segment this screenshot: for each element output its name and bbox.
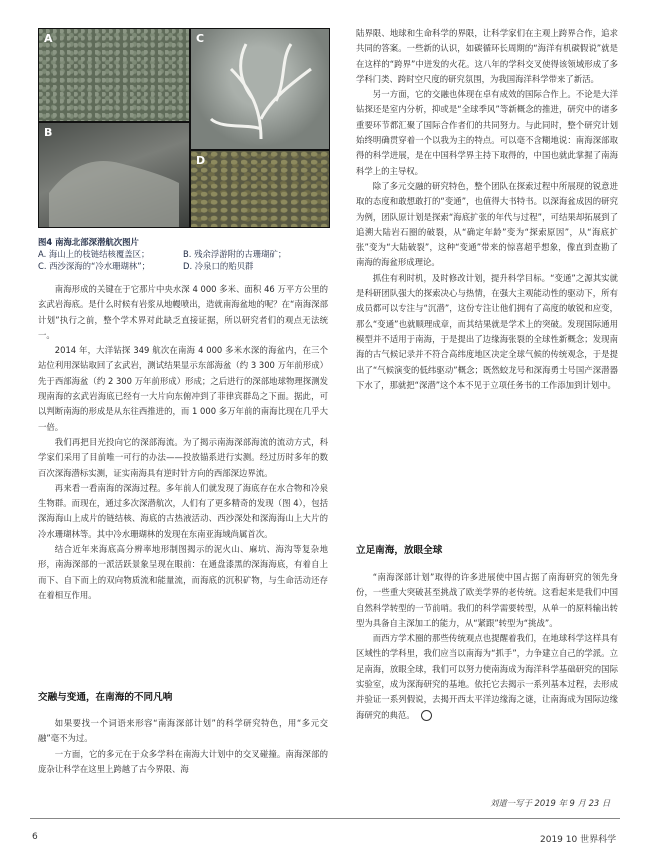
photo-panel-b bbox=[38, 122, 190, 228]
issue-info: 2019 10 世界科学 bbox=[540, 835, 617, 845]
end-of-article-icon bbox=[421, 710, 432, 721]
panel-label-b: B bbox=[44, 126, 53, 139]
body-paragraph: 另一方面，它的交融也体现在卓有成效的国际合作上。不论是大洋钻探还是室内分析，抑或是“全球季风”等新概念的推进，研究中的诸多重要环节都汇聚了国际合作者们的共同努力。与此同时，整个研究计划始终明确贯穿着一个以我为主的特点。可以毫不含糊地说：南海深部取得的科学进展，是在中国科学界主持下取得的，中国也就此掌握了南海科学上的主导权。 bbox=[356, 89, 618, 176]
body-paragraph: 陆界限、地球和生命科学的界限，让科学家们在主观上跨界合作，追求共同的答案。一些新的认识，如碳循环长周期的“海洋有机碳假说”就是在这样的“跨界”中迸发的火花。这八年的学科交叉使得该领域形成了多学科门类、跨时空尺度的研究氛围，为我国海洋科学带来了新活。 bbox=[356, 28, 618, 84]
cold-water-coral-shape bbox=[191, 29, 329, 149]
panel-label-a: A bbox=[44, 32, 53, 45]
left-column-body bbox=[38, 282, 328, 603]
figure-4 bbox=[38, 28, 328, 226]
body-paragraph: 结合近年来海底高分辨率地形制图揭示的泥火山、麻坑、海沟等复杂地形，南海深部的一派活跃景象呈现在眼前：在通盘漆黑的深海海底，有着自上而下、自下而上的双向物质流和能量流，而海底的沉积矿物，与生命活动还存在着相互作用。 bbox=[38, 544, 328, 600]
body-paragraph: “南海深部计划”取得的许多进展使中国占据了南海研究的领先身份，一些重大突破甚至挑战了欧美学界的老传统。这看起来是我们中国自然科学转型的一节前哨。我们的科学需要转型，从单一的原料输出转型为具备自主深加工的能力，从“紧跟”转型为“挑战”。 bbox=[356, 572, 618, 628]
right-column-body bbox=[356, 26, 618, 393]
body-paragraph: 一方面，它的多元在于众多学科在南海大计划中的交叉碰撞。南海深部的庞杂让科学在这里上跨越了古今界限、海 bbox=[38, 748, 328, 774]
body-paragraph: 再来看一看南海的深海过程。多年前人们就发现了海底存在水合物和冷泉生物群。而现在，通过多次深潜航次，人们有了更多精奇的发现（图 4），包括深海海山上成片的链结核、海底的古热液活动、西沙深处和深海海山上大片的冷水珊瑚林等。其中冷水珊瑚林的发现在东南亚海域尚属首次。 bbox=[38, 482, 328, 539]
caption-item-c: C. 西沙深海的“冷水珊瑚林”； bbox=[38, 261, 150, 271]
panel-label-d: D bbox=[196, 154, 206, 167]
panel-label-c: C bbox=[196, 32, 205, 45]
page-number: 6 bbox=[32, 832, 38, 842]
body-paragraph: 南海形成的关键在于它那片中央水深 4 000 多米、面积 46 万平方公里的玄武岩海底。是什么时候有岩浆从地幔喷出，造就南海盆地的呢？在“南海深部计划”执行之前，整个学术界对此缺乏直接证据，所以研究者们的观点无法统一。 bbox=[38, 284, 328, 340]
body-paragraph: 如果要找一个词语来形容“南海深部计划”的科学研究特色，用“多元交融”毫不为过。 bbox=[38, 718, 328, 744]
body-paragraph bbox=[356, 631, 618, 723]
caption-item-d: D. 冷泉口的贻贝群 bbox=[183, 261, 254, 271]
photo-panel-a bbox=[38, 28, 190, 122]
body-paragraph: 除了多元交融的研究特色，整个团队在探索过程中所展现的锐意进取的态度和敢想敢打的“变通”，也值得大书特书。以深海盆成因的研究为例，团队原计划是探索“海底扩张的年代与过程”，可结果却拓展到了追溯大陆岩石圈的破裂，从“确定年龄”变为“探索原因”，从“海底扩张”变为“大陆破裂”，这种“变通”带来的惊喜超乎想象，像直到查勘了南海的海盆形成理论。 bbox=[356, 180, 618, 268]
section-heading-1: 交融与变通，在南海的不同凡响 bbox=[38, 692, 173, 703]
photo-panel-d bbox=[190, 150, 330, 228]
caption-item-a: A. 海山上的枝链结核覆盖区； bbox=[38, 249, 150, 259]
author-signature: 刘道一写于 2019 年 9 月 23 日 bbox=[490, 798, 611, 808]
figure-caption-title: 图4 南海北部深潜航次图片 bbox=[38, 237, 139, 247]
body-paragraph: 我们再把目光投向它的深部海流。为了揭示南海深部海流的流动方式，科学家们采用了目前唯一可行的办法——投放锚系进行实测。经过历时多年的数百次深海潜标实测，证实南海具有逆时针方向的西部深边界流。 bbox=[38, 436, 328, 478]
coral-rock-shape bbox=[39, 123, 189, 227]
figure-caption bbox=[38, 236, 328, 272]
final-paragraph-text: 而西方学术圈的那些传统观点也提醒着我们，在地球科学这样具有区域性的学科里，我们应当以南海为“抓手”，力争建立自己的学派。立足南海，放眼全球，我们可以努力使南海成为海洋科学基础研究的国际实验室，成为深海研究的基地。依托它去揭示一系列基本过程，去形成并验证一系列假说，去揭开西太平洋边缘海之谜，让南海成为国际边缘海研究的典范。 bbox=[356, 633, 618, 720]
section-heading-2: 立足南海，放眼全球 bbox=[356, 545, 443, 556]
body-paragraph: 抓住有利时机，及时修改计划，提升科学目标。“变通”之源其实就是科研团队强大的探索决心与热情，在强大主观能动性的驱动下，所有成员都可以专注与“沉潜”，这份专注让他们拥有了高度的敏锐和应变，那么“变通”也就顺理成章，而其结果就是学术上的突破。发现国际通用模型并不适用于南海，于是提出了边缘海张裂的全球性新概念；发现南海的古气候记录并不符合高纬度地区决定全球气候的传统观念，于是提出了“气候演变的低纬驱动”概念；既然蛟龙号和深海勇士号国产深潜器下水了，那就把“深潜”这个本不见于立项任务书的工作添加到计划中。 bbox=[356, 272, 618, 390]
caption-item-b: B. 残余浮游附的古珊瑚矿； bbox=[183, 249, 287, 259]
left-column-body-2 bbox=[38, 716, 328, 777]
photo-panel-c bbox=[190, 28, 330, 150]
right-column-body-2 bbox=[356, 570, 618, 723]
footer-divider bbox=[30, 818, 620, 819]
body-paragraph: 2014 年，大洋钻探 349 航次在南海 4 000 多米水深的海盆内，在三个站位利用深钻取回了玄武岩，测试结果显示东部海盆（约 3 300 万年前形成）先于西部海盆（约 2 300 万年前形成）形成；之后进行的深部地球物理探测发现南海的玄武岩海底已经有一大片向东俯冲到了菲律宾群岛之下面。据此，可以判断南海的形成是从东往西推进的，而 1 000 多万年前的南海比现在几乎大一倍。 bbox=[38, 345, 328, 432]
